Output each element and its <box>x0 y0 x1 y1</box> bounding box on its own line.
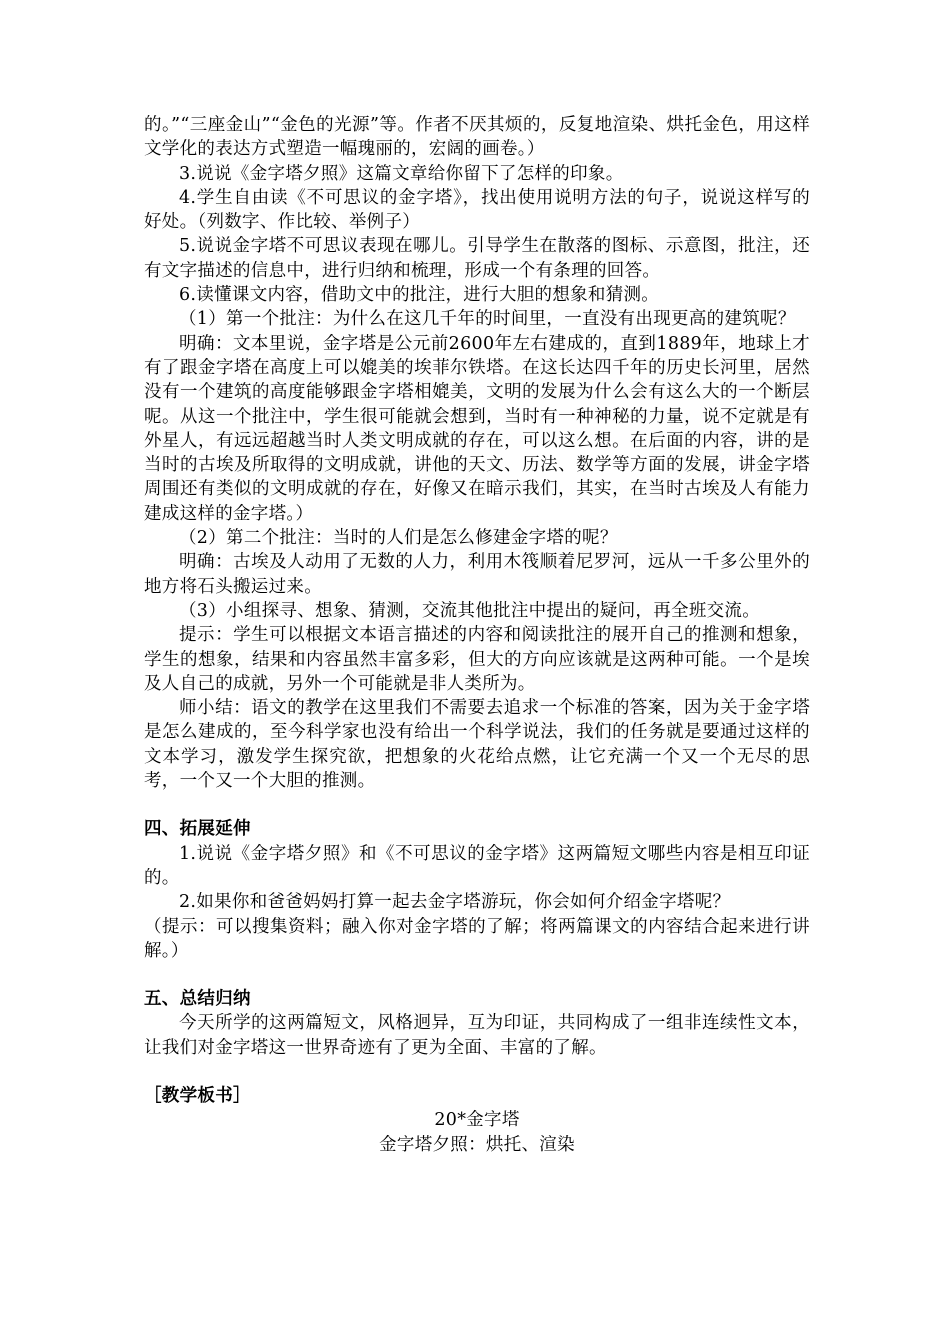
paragraph-continuation: 的。”“三座金山”“金色的光源”等。作者不厌其烦的，反复地渲染、烘托金色，用这样文学化的表达方式塑造一幅瑰丽的，宏阔的画卷。） <box>144 115 810 160</box>
teacher-summary: 师小结：语文的教学在这里我们不需要去追求一个标准的答案，因为关于金字塔是怎么建成的，至今科学家也没有给出一个科学说法，我们的任务就是要通过这样的文本学习，激发学生探究欲，把想象的火花给点燃，让它充满一个又一个无尽的思考，一个又一个大胆的推测。 <box>144 698 810 792</box>
hint-paragraph: 提示：学生可以根据文本语言描述的内容和阅读批注的展开自己的推测和想象，学生的想象，结果和内容虽然丰富多彩，但大的方向应该就是这两种可能。一个是埃及人自己的成就，另外一个可能就是非人类所为。 <box>144 625 810 694</box>
board-title: 20*金字塔 <box>434 1110 520 1131</box>
section-5-paragraph: 今天所学的这两篇短文，风格迥异，互为印证，共同构成了一组非连续性文本，让我们对金字塔这一世界奇迹有了更为全面、丰富的了解。 <box>144 1013 810 1058</box>
section-5-heading: 五、总结归纳 <box>144 989 251 1010</box>
question-4: 4.学生自由读《不可思议的金字塔》，找出使用说明方法的句子，说说这样写的好处。（列数字、作比较、举例子） <box>144 187 810 233</box>
annotation-1: （1）第一个批注：为什么在这几千年的时间里，一直没有出现更高的建筑呢？ <box>179 309 796 330</box>
clarification-1: 明确：文本里说，金字塔是公元前2600年左右建成的，直到1889年，地球上才有了跟金字塔在高度上可以媲美的埃菲尔铁塔。在这长达四千年的历史长河里，居然没有一个建筑的高度能够跟金字塔相媲美，文明的发展为什么会有这么大的一个断层呢。从这一个批注中，学生很可能就会想到，当时有一种神秘的力量，说不定就是有外星人，有远远超越当时人类文明成就的存在，可以这么想。在后面的内容，讲的是当时的古埃及所取得的文明成就，讲他的天文、历法、数学等方面的发展，讲金字塔周围还有类似的文明成就的存在，好像又在暗示我们，其实，在当时古埃及人有能力建成这样的金字塔。） <box>144 333 810 524</box>
annotation-3: （3）小组探寻、想象、猜测，交流其他批注中提出的疑问，再全班交流。 <box>179 600 761 621</box>
section-4-item-1: 1.说说《金字塔夕照》和《不可思议的金字塔》这两篇短文哪些内容是相互印证的。 <box>144 843 810 888</box>
section-4-heading: 四、拓展延伸 <box>144 819 251 840</box>
question-5: 5.说说金字塔不可思议表现在哪儿。引导学生在散落的图标、示意图，批注，还有文字描述的信息中，进行归纳和梳理，形成一个有条理的回答。 <box>144 236 810 281</box>
section-4-item-2-hint: （提示：可以搜集资料；融入你对金字塔的了解；将两篇课文的内容结合起来进行讲解。） <box>144 916 810 961</box>
section-4-item-2: 2.如果你和爸爸妈妈打算一起去金字塔游玩，你会如何介绍金字塔呢？ <box>179 892 731 913</box>
clarification-2: 明确：古埃及人动用了无数的人力，利用木筏顺着尼罗河，远从一千多公里外的地方将石头搬运过来。 <box>144 552 810 597</box>
question-3: 3.说说《金字塔夕照》这篇文章给你留下了怎样的印象。 <box>179 163 624 184</box>
question-6: 6.读懂课文内容，借助文中的批注，进行大胆的想象和猜测。 <box>179 285 660 306</box>
board-heading: ［教学板书］ <box>144 1085 251 1106</box>
annotation-2: （2）第二个批注：当时的人们是怎么修建金字塔的呢？ <box>179 528 618 549</box>
document-page <box>144 113 810 1157</box>
board-line: 金字塔夕照：烘托、渲染 <box>379 1134 575 1155</box>
